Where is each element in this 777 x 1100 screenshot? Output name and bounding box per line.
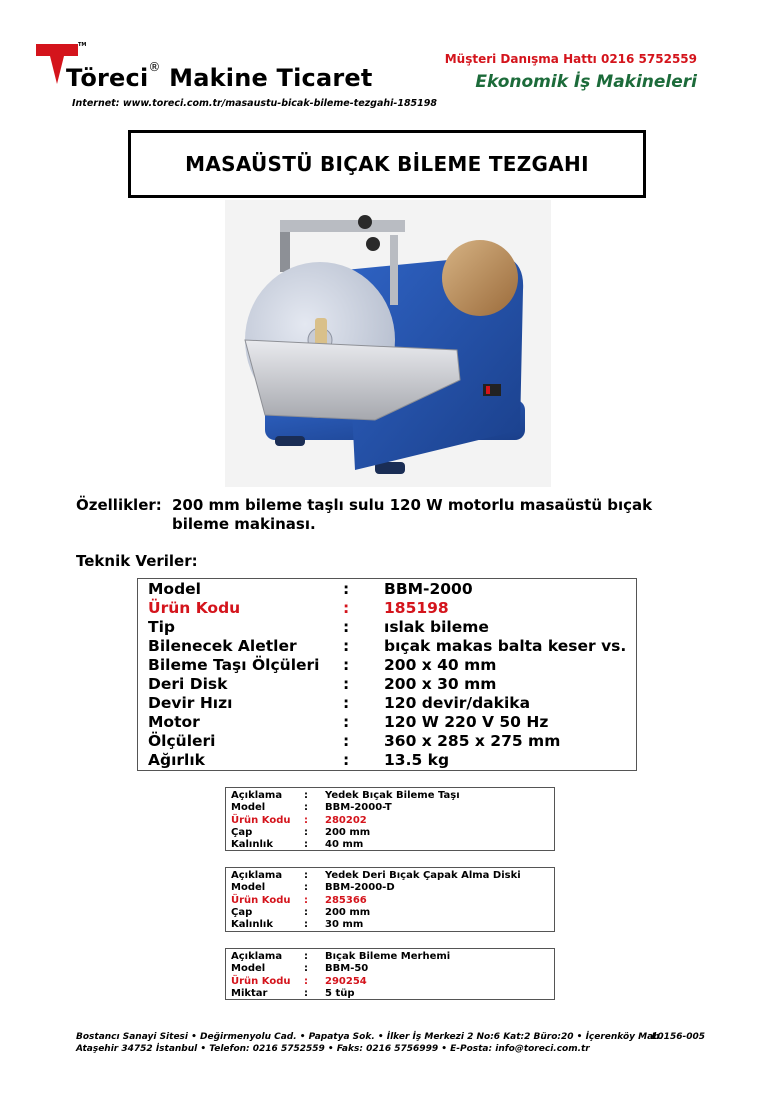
accessory-colon: : bbox=[304, 790, 308, 801]
customer-hotline: Müşteri Danışma Hattı 0216 5752559 bbox=[444, 52, 697, 66]
accessory-colon: : bbox=[304, 826, 308, 838]
brand-name: Töreci® Makine Ticaret bbox=[66, 60, 373, 92]
accessory-key: Ürün Kodu bbox=[231, 975, 291, 987]
spec-key: Ürün Kodu bbox=[148, 599, 241, 617]
features-text: 200 mm bileme taşlı sulu 120 W motorlu masaüstü bıçak bileme makinası. bbox=[172, 496, 653, 533]
spec-value: 185198 bbox=[384, 599, 449, 617]
spec-key: Ölçüleri bbox=[148, 732, 216, 750]
accessory-colon: : bbox=[304, 870, 308, 881]
accessory-value: 285366 bbox=[325, 894, 367, 906]
accessory-value: BBM-2000-T bbox=[325, 802, 392, 814]
website-url[interactable]: Internet: www.toreci.com.tr/masaustu-bicak-bileme-tezgahi-185198 bbox=[72, 98, 437, 109]
spec-colon: : bbox=[343, 732, 350, 750]
accessory-value: 200 mm bbox=[325, 906, 371, 918]
accessory-key: Model bbox=[231, 963, 266, 975]
spec-value: 200 x 40 mm bbox=[384, 656, 497, 674]
accessory-colon: : bbox=[304, 987, 308, 999]
accessory-key: Miktar bbox=[231, 987, 268, 999]
spec-value: 120 devir/dakika bbox=[384, 694, 531, 712]
spec-key: Ağırlık bbox=[148, 751, 205, 769]
spec-value: bıçak makas balta keser vs. bbox=[384, 637, 627, 655]
accessory-key: Açıklama bbox=[231, 951, 283, 962]
accessory-key: Ürün Kodu bbox=[231, 894, 291, 906]
spec-value: ıslak bileme bbox=[384, 618, 489, 636]
spec-key: Model bbox=[148, 580, 201, 598]
accessory-key: Çap bbox=[231, 826, 253, 838]
spec-key: Bilenecek Aletler bbox=[148, 637, 297, 655]
accessory-key: Kalınlık bbox=[231, 919, 273, 931]
accessory-colon: : bbox=[304, 963, 308, 975]
spec-colon: : bbox=[343, 599, 350, 617]
accessory-key: Ürün Kodu bbox=[231, 814, 291, 826]
page-title: MASAÜSTÜ BIÇAK BİLEME TEZGAHI bbox=[185, 152, 589, 176]
company-slogan: Ekonomik İş Makineleri bbox=[475, 72, 697, 92]
spec-colon: : bbox=[343, 713, 350, 731]
accessory-value: BBM-50 bbox=[325, 963, 369, 975]
accessory-box-stone bbox=[225, 787, 555, 851]
accessory-value: 5 tüp bbox=[325, 987, 355, 999]
accessory-key: Model bbox=[231, 882, 266, 894]
accessory-colon: : bbox=[304, 839, 308, 851]
footer-contact-line: Ataşehir 34752 İstanbul • Telefon: 0216 5752559 • Faks: 0216 5756999 • E-Posta: info@toreci.com.tr bbox=[76, 1044, 590, 1054]
accessory-value: 280202 bbox=[325, 814, 367, 826]
accessory-value: 40 mm bbox=[325, 839, 364, 851]
spec-colon: : bbox=[343, 751, 350, 769]
spec-colon: : bbox=[343, 580, 350, 598]
trademark-mark: TM bbox=[78, 42, 87, 48]
accessory-colon: : bbox=[304, 906, 308, 918]
document-number: L0156-005 bbox=[651, 1032, 705, 1042]
spec-value: 13.5 kg bbox=[384, 751, 450, 769]
spec-colon: : bbox=[343, 694, 350, 712]
spec-colon: : bbox=[343, 656, 350, 674]
accessory-value: Bıçak Bileme Merhemi bbox=[325, 951, 451, 962]
accessory-colon: : bbox=[304, 882, 308, 894]
spec-key: Devir Hızı bbox=[148, 694, 233, 712]
registered-mark: ® bbox=[148, 60, 161, 74]
spec-value: 120 W 220 V 50 Hz bbox=[384, 713, 549, 731]
spec-key: Deri Disk bbox=[148, 675, 228, 693]
accessory-value: BBM-2000-D bbox=[325, 882, 395, 894]
spec-value: 200 x 30 mm bbox=[384, 675, 497, 693]
spec-key: Bileme Taşı Ölçüleri bbox=[148, 656, 320, 674]
accessory-key: Çap bbox=[231, 906, 253, 918]
spec-colon: : bbox=[343, 618, 350, 636]
accessory-colon: : bbox=[304, 951, 308, 962]
accessory-value: 290254 bbox=[325, 975, 367, 987]
spec-value: 360 x 285 x 275 mm bbox=[384, 732, 561, 750]
accessory-value: 200 mm bbox=[325, 826, 371, 838]
spec-value: BBM-2000 bbox=[384, 580, 473, 598]
accessory-colon: : bbox=[304, 814, 308, 826]
features-label: Özellikler: bbox=[76, 496, 162, 514]
accessory-box-honing-paste bbox=[225, 948, 555, 1000]
technical-data-label: Teknik Veriler: bbox=[76, 552, 198, 570]
footer-address-line: Bostancı Sanayi Sitesi • Değirmenyolu Cad. • Papatya Sok. • İlker İş Merkezi 2 No:6 Kat:2 Büro:20 • İçerenköy Mah. bbox=[76, 1032, 664, 1042]
accessory-colon: : bbox=[304, 802, 308, 814]
product-photo bbox=[225, 200, 551, 487]
spec-key: Motor bbox=[148, 713, 200, 731]
spec-colon: : bbox=[343, 637, 350, 655]
spec-key: Tip bbox=[148, 618, 175, 636]
accessory-key: Açıklama bbox=[231, 790, 283, 801]
accessory-key: Açıklama bbox=[231, 870, 283, 881]
accessory-colon: : bbox=[304, 894, 308, 906]
accessory-box-leather-disc bbox=[225, 867, 555, 932]
accessory-colon: : bbox=[304, 975, 308, 987]
accessory-key: Model bbox=[231, 802, 266, 814]
specs-table bbox=[137, 578, 637, 771]
accessory-colon: : bbox=[304, 919, 308, 931]
accessory-value: 30 mm bbox=[325, 919, 364, 931]
title-box bbox=[128, 130, 646, 198]
accessory-key: Kalınlık bbox=[231, 839, 273, 851]
accessory-value: Yedek Bıçak Bileme Taşı bbox=[325, 790, 460, 801]
accessory-value: Yedek Deri Bıçak Çapak Alma Diski bbox=[325, 870, 521, 881]
spec-colon: : bbox=[343, 675, 350, 693]
